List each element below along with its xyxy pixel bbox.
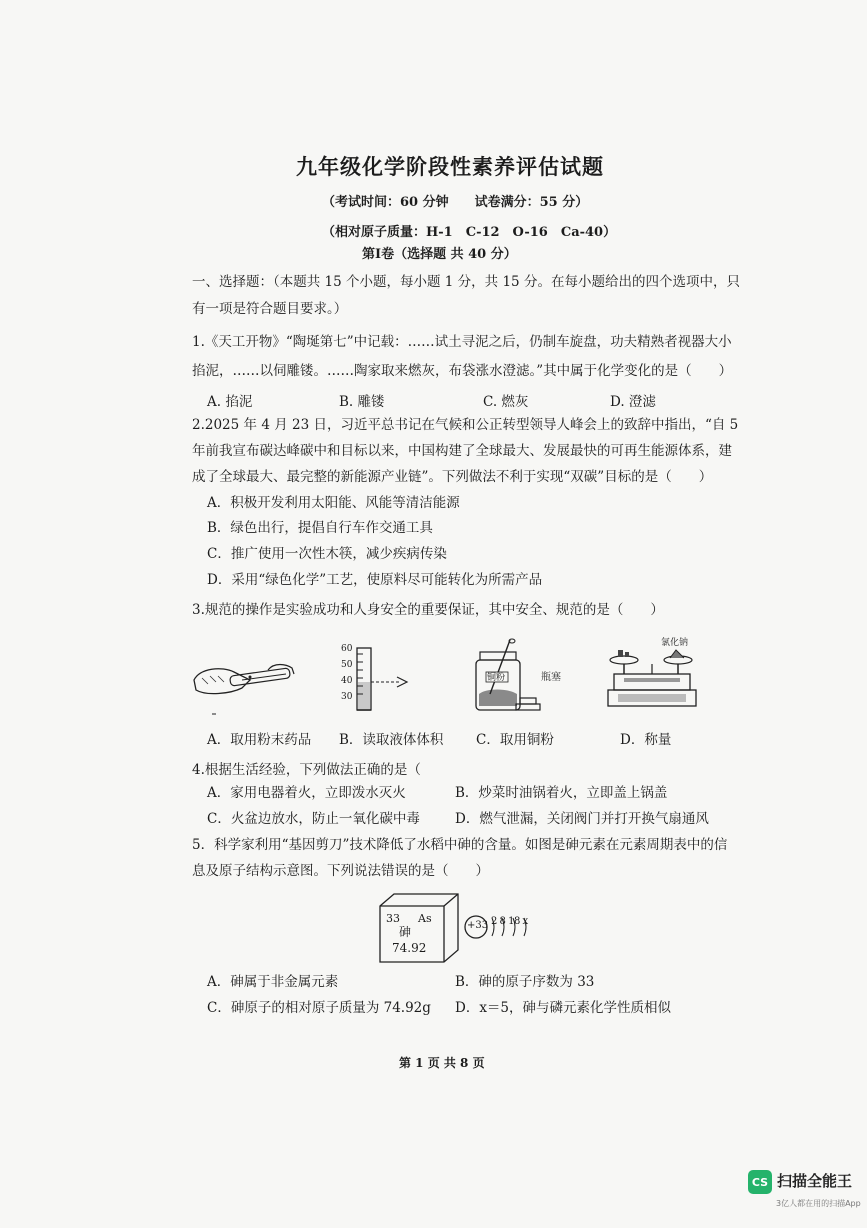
tick-40: 40 [341, 676, 353, 686]
element-mass: 74.92 [392, 941, 427, 955]
camscanner-name: 扫描全能王 [777, 1172, 853, 1190]
balance-figure [604, 646, 700, 716]
q1-option-b: B. 雕镂 [339, 394, 385, 410]
q1-option-c: C. 燃灰 [483, 394, 529, 410]
camscanner-tagline: 3亿人都在用的扫描App [776, 1199, 861, 1208]
q5-line2: 息及原子结构示意图。下列说法错误的是（ ） [192, 863, 489, 879]
q1-option-a: A. 掐泥 [207, 394, 253, 410]
q5-option-d: D．x＝5，砷与磷元素化学性质相似 [455, 1000, 672, 1016]
jar-label: 铜粉 [487, 673, 506, 683]
q2-line3: 成了全球最大、最完整的新能源产业链”。下列做法不利于实现“双碳”目标的是（ ） [192, 469, 713, 485]
powder-taking-figure [190, 650, 300, 720]
q5-line1: 5．科学家利用“基因剪刀”技术降低了水稻中砷的含量。如图是砷元素在元素周期表中的信 [192, 837, 728, 853]
q5-option-a: A．砷属于非金属元素 [207, 974, 339, 990]
q3-line1: 3.规范的操作是实验成功和人身安全的重要保证，其中安全、规范的是（ ） [192, 602, 664, 618]
stopper-label: 瓶塞 [541, 672, 561, 683]
camscanner-logo: CS [748, 1170, 772, 1194]
element-number: 33 [386, 912, 400, 925]
page-number: 第 1 页 共 8 页 [399, 1056, 485, 1070]
tick-50: 50 [341, 660, 353, 670]
q2-option-a: A．积极开发利用太阳能、风能等清洁能源 [207, 495, 460, 511]
q4-option-d: D．燃气泄漏，关闭阀门并打开换气扇通风 [455, 811, 709, 827]
q1-line2: 掐泥，……以伺雕镂。……陶家取来燃灰，布袋涨水澄滤。”其中属于化学变化的是（ ） [192, 363, 733, 379]
q4-option-b: B．炒菜时油锅着火，立即盖上锅盖 [455, 785, 668, 801]
exam-info: （考试时间：60 分钟 试卷满分：55 分） [322, 195, 589, 210]
page-title: 九年级化学阶段性素养评估试题 [296, 154, 604, 179]
atomic-masses: （相对原子质量：H-1 C-12 O-16 Ca-40） [322, 225, 617, 240]
q2-line1: 2.2025 年 4 月 23 日，习近平总书记在气候和公正转型领导人峰会上的致辞中指出，“自 5 [192, 417, 739, 433]
tick-30: 30 [341, 692, 353, 702]
q2-option-d: D．采用“绿色化学”工艺，使原料尽可能转化为所需产品 [207, 572, 543, 588]
q3-option-d: D．称量 [620, 732, 672, 748]
q1-option-d: D. 澄滤 [610, 394, 656, 410]
section-intro-line2: 有一项是符合题目要求。） [192, 301, 348, 317]
tick-60: 60 [341, 644, 353, 654]
q1-line1: 1.《天工开物》“陶埏第七”中记载：……试土寻泥之后，仍制车旋盘，功夫精熟者视器大小 [192, 334, 732, 350]
q5-option-b: B．砷的原子序数为 33 [455, 974, 595, 990]
q4-option-a: A．家用电器着火，立即泼水灭火 [207, 785, 406, 801]
q3-option-a: A．取用粉末药品 [207, 732, 312, 748]
q2-line2: 年前我宣布碳达峰碳中和目标以来，中国构建了全球最大、发展最快的可再生能源体系，建 [192, 443, 732, 459]
atom-shells: 2 8 18 x [491, 916, 528, 927]
q5-option-c: C．砷原子的相对原子质量为 74.92g [207, 1000, 431, 1016]
section-intro-line1: 一、选择题：（本题共 15 个小题，每小题 1 分，共 15 分。在每小题给出的四个选项中，只 [192, 274, 740, 290]
q3-option-c: C．取用铜粉 [476, 732, 554, 748]
q2-option-b: B．绿色出行，提倡自行车作交通工具 [207, 520, 433, 536]
q3-option-b: B．读取液体体积 [339, 732, 444, 748]
salt-label: 氯化钠 [661, 638, 689, 648]
q4-option-c: C．火盆边放水，防止一氧化碳中毒 [207, 811, 420, 827]
atom-nucleus: +33 [467, 920, 489, 931]
q2-option-c: C．推广使用一次性木筷，减少疾病传染 [207, 546, 447, 562]
q4-line1: 4.根据生活经验，下列做法正确的是（ [192, 762, 421, 778]
element-symbol: As [418, 912, 432, 925]
element-name: 砷 [399, 925, 412, 939]
volume-heading: 第Ⅰ卷（选择题 共 40 分） [362, 247, 517, 262]
